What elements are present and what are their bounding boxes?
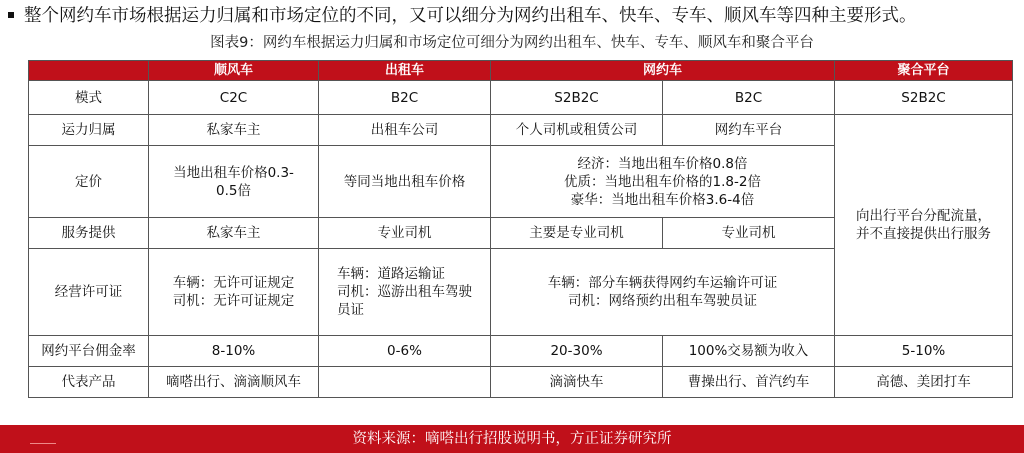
row-label: 经营许可证 bbox=[29, 249, 149, 336]
table-row-products bbox=[29, 367, 1013, 398]
row-label: 代表产品 bbox=[29, 367, 149, 398]
cell-shunfeng: 嘀嗒出行、滴滴顺风车 bbox=[149, 367, 319, 398]
cell-shunfeng: 私家车主 bbox=[149, 218, 319, 249]
cell-chuzu bbox=[319, 249, 491, 336]
cell-juhe: 高德、美团打车 bbox=[835, 367, 1013, 398]
cell-wangyue-a: 个人司机或租赁公司 bbox=[491, 115, 663, 146]
cell-shunfeng-text: 车辆：无许可证规定 司机：无许可证规定 bbox=[172, 275, 295, 309]
row-label: 网约平台佣金率 bbox=[29, 336, 149, 367]
cell-shunfeng: 私家车主 bbox=[149, 115, 319, 146]
intro-text: 整个网约车市场根据运力归属和市场定位的不同，又可以细分为网约出租车、快车、专车、顺风车等四种主要形式。 bbox=[24, 6, 917, 26]
cell-shunfeng bbox=[149, 249, 319, 336]
source-footer bbox=[0, 425, 1024, 453]
row-label: 服务提供 bbox=[29, 218, 149, 249]
cell-shunfeng: C2C bbox=[149, 81, 319, 115]
table-row-commission bbox=[29, 336, 1013, 367]
table-caption: 图表9：网约车根据运力归属和市场定位可细分为网约出租车、快车、专车、顺风车和聚合平台 bbox=[210, 35, 814, 51]
comparison-table bbox=[28, 60, 1013, 398]
cell-wangyue-b: 网约车平台 bbox=[663, 115, 835, 146]
table-row-capacity bbox=[29, 115, 1013, 146]
cell-wangyue-a: S2B2C bbox=[491, 81, 663, 115]
cell-wangyue-text: 经济：当地出租车价格0.8倍 优质：当地出租车价格的1.8-2倍 豪华：当地出租车价格3.6-4倍 bbox=[564, 155, 761, 208]
cell-juhe: 5-10% bbox=[835, 336, 1013, 367]
cell-chuzu-text: 车辆：道路运输证 司机：巡游出租车驾驶 员证 bbox=[337, 266, 472, 318]
cell-wangyue-text: 车辆：部分车辆获得网约车运输许可证 司机：网络预约出租车驾驶员证 bbox=[547, 275, 778, 309]
cell-wangyue-a: 主要是专业司机 bbox=[491, 218, 663, 249]
cell-shunfeng: 8-10% bbox=[149, 336, 319, 367]
cell-juhe-merged bbox=[835, 115, 1013, 336]
table-row-mode bbox=[29, 81, 1013, 115]
cell-chuzu: 出租车公司 bbox=[319, 115, 491, 146]
cell-wangyue-b: 100%交易额为收入 bbox=[663, 336, 835, 367]
cell-wangyue-a: 滴滴快车 bbox=[491, 367, 663, 398]
header-juhe: 聚合平台 bbox=[835, 61, 1013, 81]
cell-wangyue-b: 曹操出行、首汽约车 bbox=[663, 367, 835, 398]
cell-juhe: S2B2C bbox=[835, 81, 1013, 115]
header-chuzuche: 出租车 bbox=[319, 61, 491, 81]
header-blank bbox=[29, 61, 149, 81]
cell-wangyue-b: B2C bbox=[663, 81, 835, 115]
cell-chuzu: B2C bbox=[319, 81, 491, 115]
cell-chuzu: 等同当地出租车价格 bbox=[319, 146, 491, 218]
source-text: 资料来源：嘀嗒出行招股说明书，方正证券研究所 bbox=[352, 431, 672, 447]
cell-shunfeng bbox=[149, 146, 319, 218]
bullet-icon bbox=[8, 12, 14, 18]
cell-wangyue bbox=[491, 146, 835, 218]
header-row bbox=[29, 61, 1013, 81]
juhe-merged-text: 向出行平台分配流量， 并不直接提供出行服务 bbox=[856, 208, 992, 242]
cell-chuzu bbox=[319, 367, 491, 398]
header-wangyueche: 网约车 bbox=[491, 61, 835, 81]
intro-paragraph bbox=[6, 4, 1020, 28]
cell-chuzu: 0-6% bbox=[319, 336, 491, 367]
cell-wangyue-a: 20-30% bbox=[491, 336, 663, 367]
header-shunfengche: 顺风车 bbox=[149, 61, 319, 81]
row-label: 模式 bbox=[29, 81, 149, 115]
footer-divider bbox=[30, 443, 56, 444]
cell-chuzu: 专业司机 bbox=[319, 218, 491, 249]
cell-shunfeng-text: 当地出租车价格0.3- 0.5倍 bbox=[173, 164, 294, 199]
cell-wangyue-b: 专业司机 bbox=[663, 218, 835, 249]
row-label: 定价 bbox=[29, 146, 149, 218]
row-label: 运力归属 bbox=[29, 115, 149, 146]
cell-wangyue bbox=[491, 249, 835, 336]
